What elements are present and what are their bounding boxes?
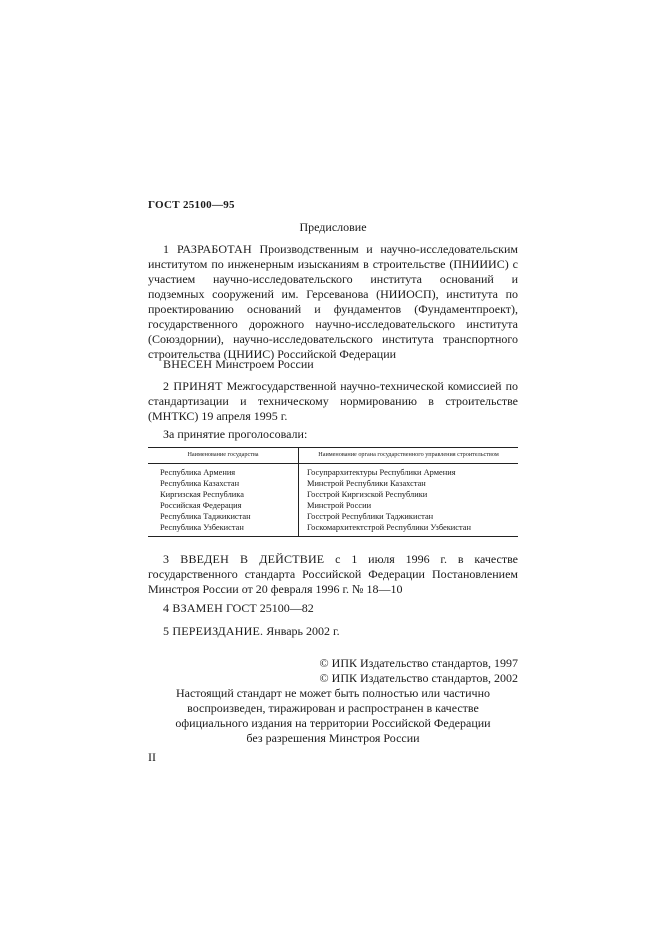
paragraph-replaces: [148, 601, 518, 616]
paragraph-adopted: [148, 379, 518, 424]
paragraph-text: с 1 июля 1996 г. в качестве государственного стандарта Российской Федерации Постановлением Минстроя России от 20 февраля 1996 г. № 18—10: [148, 552, 518, 596]
copyright-notice-line: официального издания на территории Российской Федерации: [175, 716, 491, 730]
paragraph-lead: 5 ПЕРЕИЗДАНИЕ.: [163, 624, 264, 638]
table-cell-state: Российская Федерация: [148, 500, 299, 511]
paragraph-submitted: [148, 357, 518, 372]
table-row: [148, 464, 518, 479]
paragraph-lead: 3 ВВЕДЕН В ДЕЙСТВИЕ: [163, 552, 325, 566]
table-row: [148, 511, 518, 522]
paragraph-text: ГОСТ 25100—82: [222, 601, 314, 615]
copyright-notice-line: Настоящий стандарт не может быть полностью или частично: [175, 686, 490, 700]
table-cell-authority: Госстрой Киргизской Республики: [307, 490, 428, 499]
voted-label: За принятие проголосовали:: [163, 427, 308, 441]
paragraph-lead: ВНЕСЕН: [163, 357, 213, 371]
table-cell-state: Республика Таджикистан: [148, 511, 299, 522]
paragraph-text: Январь 2002 г.: [263, 624, 340, 638]
table-cell-authority: Минстрой России: [307, 501, 372, 510]
paragraph-developed: [148, 242, 518, 362]
paragraph-text: Минстроем России: [212, 357, 314, 371]
paragraph-lead: 1 РАЗРАБОТАН: [163, 242, 252, 256]
table-cell-state: Республика Армения: [148, 464, 299, 479]
column-header-authority: Наименование органа государственного управления строительством: [299, 448, 519, 464]
paragraph-enacted: [148, 552, 518, 597]
document-header: ГОСТ 25100—95: [148, 199, 235, 211]
voting-table: [148, 447, 518, 537]
table-row: [148, 522, 518, 537]
paragraph-reissue: [148, 624, 518, 639]
paragraph-lead: 4 ВЗАМЕН: [163, 601, 223, 615]
table-row: [148, 500, 518, 511]
page-number: II: [148, 750, 156, 764]
column-header-state: Наименование государства: [148, 448, 299, 464]
paragraph-text: Производственным и научно-исследовательским институтом по инженерным изысканиям в строительстве (ПНИИИС) с участием научно-исследовательского института оснований и подземных сооружений им. Герсеванова (НИИОСП), института по проектированию оснований и фундаментов (Фундаментпроект), государственного дорожного научно-исследовательского института (Союздорнии), научно-исследовательского института транспортного строительства (ЦНИИС) Российской Федерации: [148, 242, 518, 361]
copyright-block: [148, 656, 518, 746]
copyright-line: © ИПК Издательство стандартов, 2002: [319, 671, 518, 685]
table-cell-authority: Минстрой Республики Казахстан: [307, 479, 426, 488]
table-cell-authority: Госупрархитектуры Республики Армения: [307, 468, 456, 477]
table-cell-authority: Госстрой Республики Таджикистан: [307, 512, 434, 521]
table-row: [148, 478, 518, 489]
section-title: Предисловие: [299, 220, 367, 234]
paragraph-lead: 2 ПРИНЯТ: [163, 379, 223, 393]
table-cell-state: Республика Узбекистан: [148, 522, 299, 537]
table-header-row: [148, 448, 518, 464]
table-cell-state: Республика Казахстан: [148, 478, 299, 489]
copyright-notice-line: без разрешения Минстроя России: [246, 731, 420, 745]
table-cell-authority: Госкомархитектстрой Республики Узбекистан: [299, 522, 519, 537]
paragraph-text: Межгосударственной научно-технической комиссией по стандартизации и техническому нормированию в строительстве (МНТКС) 19 апреля 1995 г.: [148, 379, 518, 423]
copyright-notice-line: воспроизведен, тиражирован и распространен в качестве: [187, 701, 479, 715]
copyright-line: © ИПК Издательство стандартов, 1997: [319, 656, 518, 670]
table-row: [148, 489, 518, 500]
table-cell-state: Киргизская Республика: [148, 489, 299, 500]
